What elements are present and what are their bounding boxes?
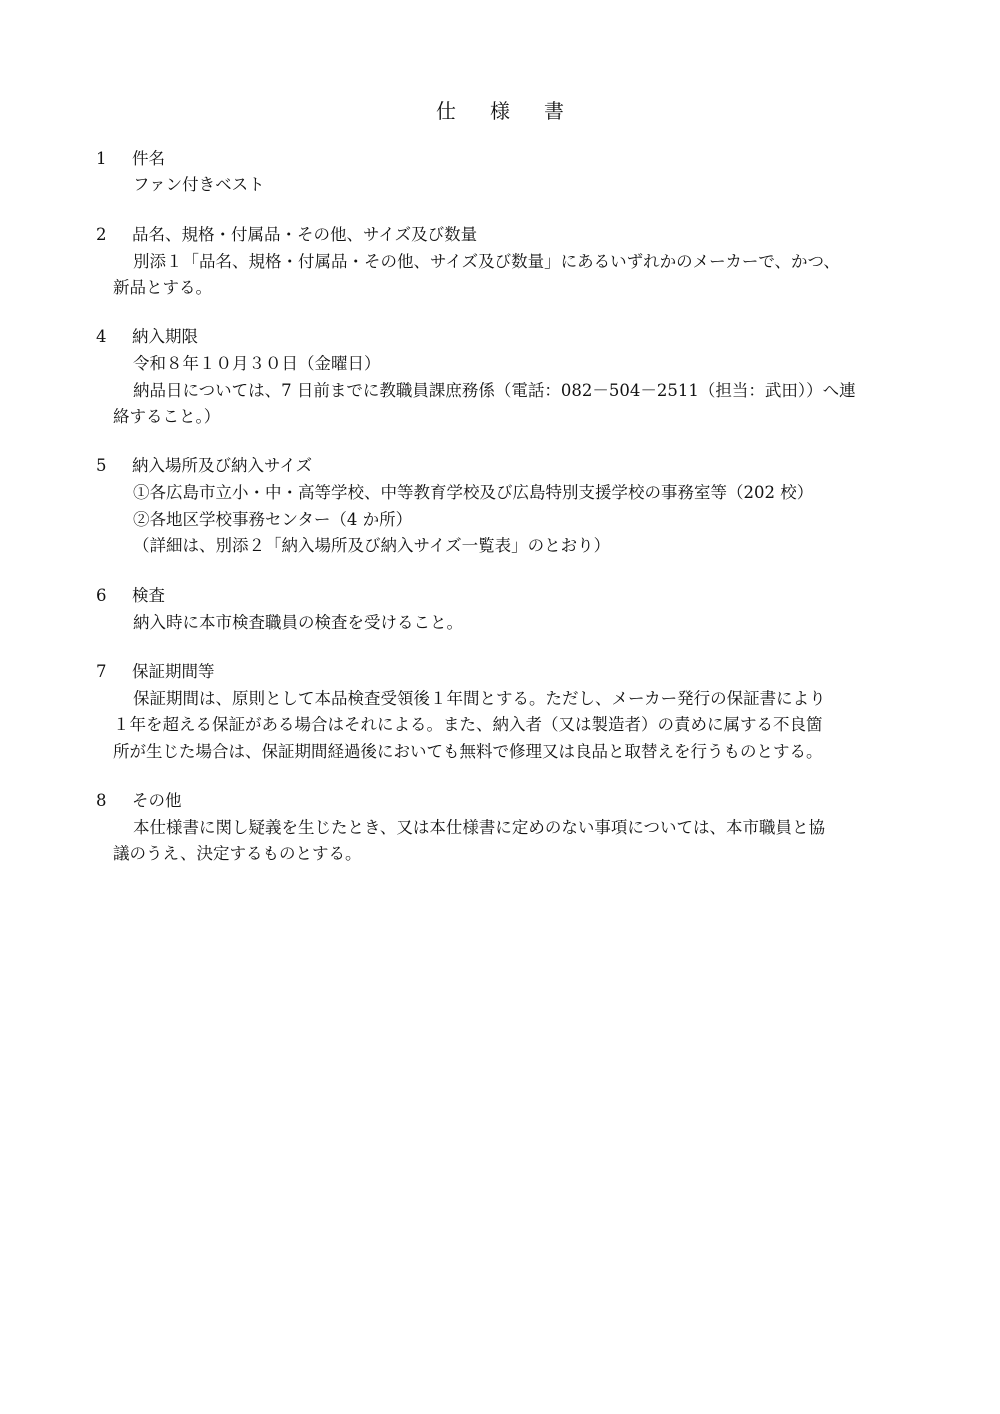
section-8-heading (96, 788, 182, 814)
section-title: 件名 (132, 149, 165, 168)
document-title: 仕様書 (436, 99, 598, 123)
section-title: 品名、規格・付属品・その他、サイズ及び数量 (132, 225, 478, 244)
section-number: 1 (96, 149, 107, 168)
section-number: 8 (96, 791, 107, 810)
section-number: 7 (96, 662, 107, 681)
section-2-line: 別添１「品名、規格・付属品・その他、サイズ及び数量」にあるいずれかのメーカーで、かつ、 (133, 252, 840, 271)
section-title: 保証期間等 (132, 662, 215, 681)
section-7-line: 所が生じた場合は、保証期間経過後においても無料で修理又は良品と取替えを行うものとする。 (113, 742, 823, 761)
section-7-line: １年を超える保証がある場合はそれによる。また、納入者（又は製造者）の責めに属する不良箇 (113, 715, 823, 734)
section-4-line: 納品日については、7 日前までに教職員課庶務係（電話：082－504－2511（担当：武田））へ連 (133, 381, 856, 400)
section-title: 納入場所及び納入サイズ (132, 456, 313, 475)
section-5-line: ①各広島市立小・中・高等学校、中等教育学校及び広島特別支援学校の事務室等（202 校） (133, 483, 814, 502)
section-title: その他 (132, 791, 182, 810)
section-1-line: ファン付きベスト (133, 175, 265, 194)
section-number: 5 (96, 456, 107, 475)
section-title: 納入期限 (132, 327, 198, 346)
section-5-heading (96, 453, 312, 479)
section-2-heading (96, 222, 477, 248)
section-6-line: 納入時に本市検査職員の検査を受けること。 (133, 613, 463, 632)
section-4-line: 絡すること。） (113, 407, 221, 426)
section-1-heading (96, 146, 165, 172)
section-number: 6 (96, 586, 107, 605)
section-7-heading (96, 659, 215, 685)
section-6-heading (96, 583, 165, 609)
section-8-line: 本仕様書に関し疑義を生じたとき、又は本仕様書に定めのない事項については、本市職員と協 (133, 818, 826, 837)
section-5-line: ②各地区学校事務センター（4 か所） (133, 510, 413, 529)
section-number: 4 (96, 327, 107, 346)
section-2-line: 新品とする。 (113, 278, 212, 297)
section-4-heading (96, 324, 198, 350)
section-8-line: 議のうえ、決定するものとする。 (113, 844, 362, 863)
section-number: 2 (96, 225, 107, 244)
section-title: 検査 (132, 586, 165, 605)
section-5-line: （詳細は、別添２「納入場所及び納入サイズ一覧表」のとおり） (133, 536, 611, 555)
section-7-line: 保証期間は、原則として本品検査受領後１年間とする。ただし、メーカー発行の保証書により (133, 689, 826, 708)
section-4-line: 令和８年１０月３０日（金曜日） (133, 354, 381, 373)
